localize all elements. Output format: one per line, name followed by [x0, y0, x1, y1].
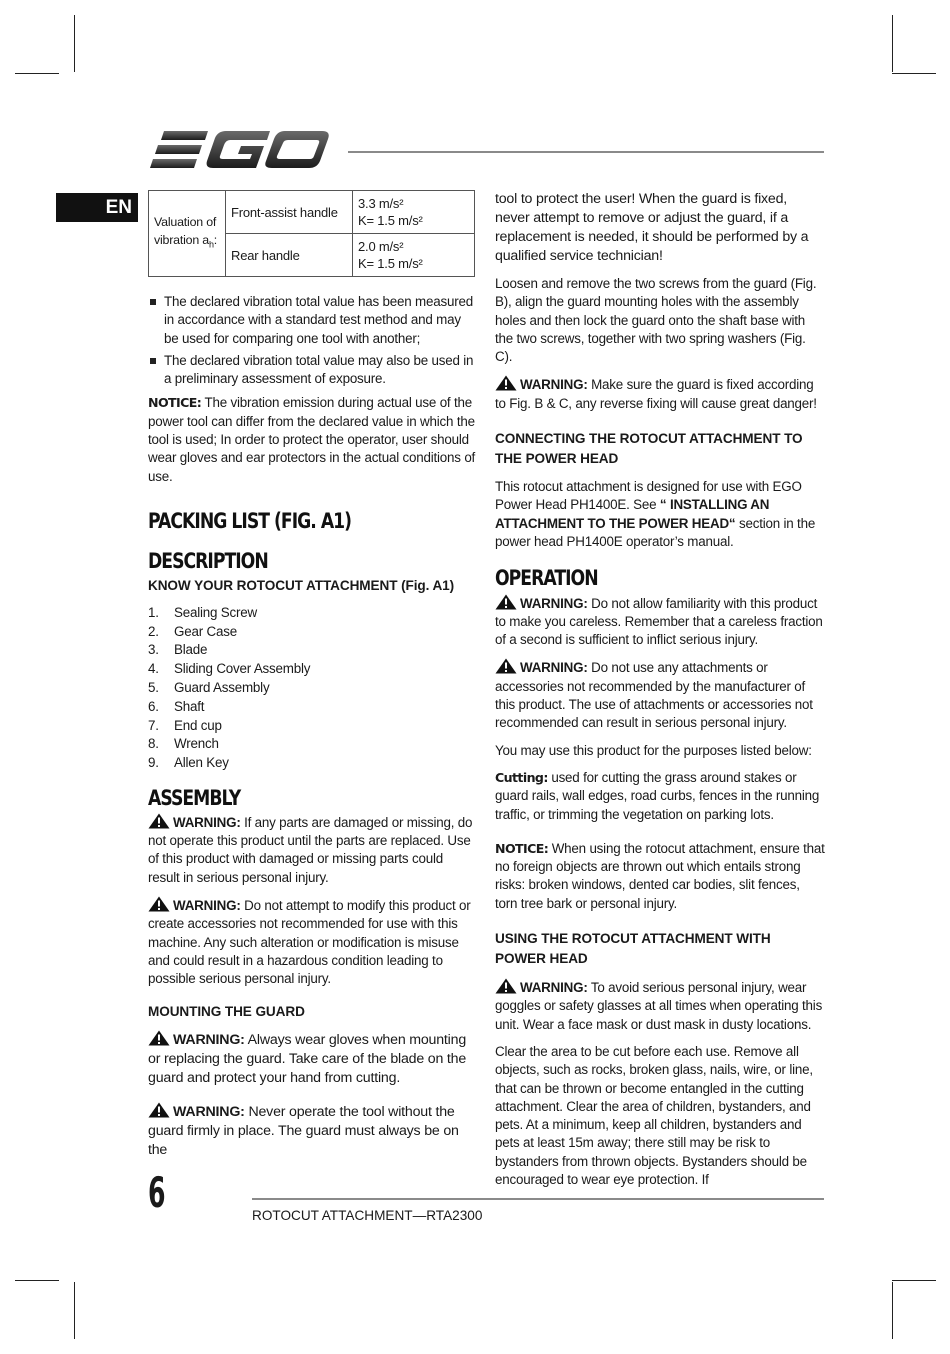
- value-cell: 2.0 m/s² K= 1.5 m/s²: [353, 234, 475, 277]
- mounting-warning: WARNING: Never operate the tool without the guard firmly in place. The guard must always be on the: [148, 1103, 459, 1158]
- language-tab: EN: [56, 193, 138, 222]
- vibration-notice: NOTICE: The vibration emission during actual use of the power tool can differ from the declared value in which the tool is used; In order to protect the operator, user should wear gloves and ear protectors in the actual conditions of use.: [148, 395, 476, 484]
- list-item: The declared vibration total value has been measured in accordance with a standard test method and may be used for comparing one tool with another;: [148, 293, 476, 348]
- using-attachment-heading: USING THE ROTOCUT ATTACHMENT WITH POWER HEAD: [495, 931, 771, 967]
- assembly-heading: ASSEMBLY: [148, 785, 241, 810]
- warning-icon: [495, 978, 517, 994]
- crop-mark: [892, 1282, 893, 1339]
- list-item: 2. Gear Case: [148, 623, 237, 639]
- crop-mark: [15, 73, 59, 74]
- cutting-purpose: Cutting: used for cutting the grass around stakes or guard rails, wall edges, road curbs, fences in the running traffic, or trimming the vegetation on parking lots.: [495, 769, 820, 822]
- crop-mark: [892, 73, 936, 74]
- connecting-text: This rotocut attachment is designed for use with EGO Power Head PH1400E. See “ INSTALLING AN ATTACHMENT TO THE POWER HEAD“ section in the power head PH1400E operator’s manual.: [495, 479, 816, 549]
- operation-heading: OPERATION: [495, 566, 598, 591]
- purposes-text: You may use this product for the purposes listed below:: [495, 742, 812, 758]
- footer-title: ROTOCUT ATTACHMENT—RTA2300: [252, 1208, 483, 1223]
- mounting-warning: WARNING: Always wear gloves when mounting or replacing the guard. Take care of the blade on the guard and protect your hand from cutting.: [148, 1031, 467, 1086]
- vibration-bullets: [148, 293, 476, 388]
- vibration-label-cell: Valuation of vibration $a_h$:: [149, 191, 226, 277]
- crop-mark: [15, 1280, 59, 1281]
- crop-mark: [74, 1282, 75, 1339]
- loosen-screws-text: Loosen and remove the two screws from the guard (Fig. B), align the guard mounting holes with the assembly holes and then lock the guard onto the shaft base with the two screws, together with two spring washers (Fig. C).: [495, 276, 817, 365]
- guard-fix-warning: WARNING: Make sure the guard is fixed according to Fig. B & C, any reverse fixing will cause great danger!: [495, 377, 817, 411]
- operation-warning: WARNING: Do not use any attachments or accessories not recommended by the manufacturer of this product. The use of attachments or accessories not recommended can result in serious personal injury.: [495, 660, 813, 731]
- guard-continued-text: tool to protect the user! When the guard is fixed, never attempt to remove or adjust the guard, if a replacement is needed, it should be performed by a qualified service technician!: [495, 191, 809, 264]
- vibration-table: [148, 190, 475, 277]
- warning-icon: [148, 1102, 170, 1118]
- list-item: 6. Shaft: [148, 698, 205, 714]
- clear-area-text: Clear the area to be cut before each use. Remove all objects, such as rocks, broken glass, nails, wire, or line, that can be thrown or become entangled in the cutting attachment. Clear the area of children, bystanders, and pets. At a minimum, keep all children, bystanders and pets at least 15m away; there still may be risk to bystanders from thrown objects. Bystanders should be encouraged to wear eye protection. If: [495, 1043, 813, 1187]
- warning-icon: [148, 813, 170, 829]
- value-cell: 3.3 m/s² K= 1.5 m/s²: [353, 191, 475, 234]
- warning-icon: [495, 594, 517, 610]
- operation-warning: WARNING: To avoid serious personal injury, wear goggles or safety glasses at all times when operating this unit. Wear a face mask or dust mask in dusty locations.: [495, 980, 823, 1032]
- list-item: 4. Sliding Cover Assembly: [148, 661, 311, 677]
- table-row: [149, 191, 475, 234]
- warning-icon: [495, 375, 517, 391]
- description-heading: DESCRIPTION: [148, 549, 268, 574]
- list-item: 9. Allen Key: [148, 755, 229, 771]
- list-item: 5. Guard Assembly: [148, 680, 270, 696]
- crop-mark: [892, 1280, 936, 1281]
- list-item: 7. End cup: [148, 717, 222, 733]
- packing-list-heading: PACKING LIST (FIG. A1): [148, 508, 352, 533]
- handle-cell: Rear handle: [226, 234, 353, 277]
- page-number: 6: [148, 1168, 166, 1217]
- warning-icon: [148, 896, 170, 912]
- footer-rule: [252, 1198, 824, 1200]
- crop-mark: [892, 15, 893, 72]
- list-item: The declared vibration total value may also be used in a preliminary assessment of exposure.: [148, 352, 476, 389]
- warning-icon: [148, 1030, 170, 1046]
- handle-cell: Front-assist handle: [226, 191, 353, 234]
- list-item: 1. Sealing Screw: [148, 604, 257, 620]
- header-rule: [348, 151, 824, 153]
- ego-logo: [150, 128, 332, 172]
- know-your-attachment-heading: KNOW YOUR ROTOCUT ATTACHMENT (Fig. A1): [148, 577, 455, 593]
- list-item: 8. Wrench: [148, 736, 219, 752]
- connecting-heading: CONNECTING THE ROTOCUT ATTACHMENT TO THE POWER HEAD: [495, 431, 803, 467]
- operation-warning: WARNING: Do not allow familiarity with this product to make you careless. Remember that a careless fraction of a second is sufficient to inflict serious injury.: [495, 595, 823, 648]
- assembly-warning: WARNING: If any parts are damaged or missing, do not operate this product until the parts are replaced. Use of this product with damaged or missing parts could result in serious personal injury.: [148, 814, 473, 885]
- right-column: [495, 190, 825, 1198]
- assembly-warning: WARNING: Do not attempt to modify this product or create accessories not recommended for use with this machine. Any such alteration or modification is misuse and could result in a hazardous condition leading to possible serious personal injury.: [148, 898, 471, 987]
- crop-mark: [74, 15, 75, 72]
- warning-icon: [495, 658, 517, 674]
- mounting-guard-heading: MOUNTING THE GUARD: [148, 1003, 305, 1019]
- list-item: 3. Blade: [148, 642, 208, 658]
- operation-notice: NOTICE: When using the rotocut attachment, ensure that no foreign objects are thrown out which entails strong risks: broken windows, dented car bodies, slit fences, torn tree bark or personal injury.: [495, 840, 825, 911]
- left-column: [148, 190, 476, 1169]
- parts-list: [148, 604, 476, 773]
